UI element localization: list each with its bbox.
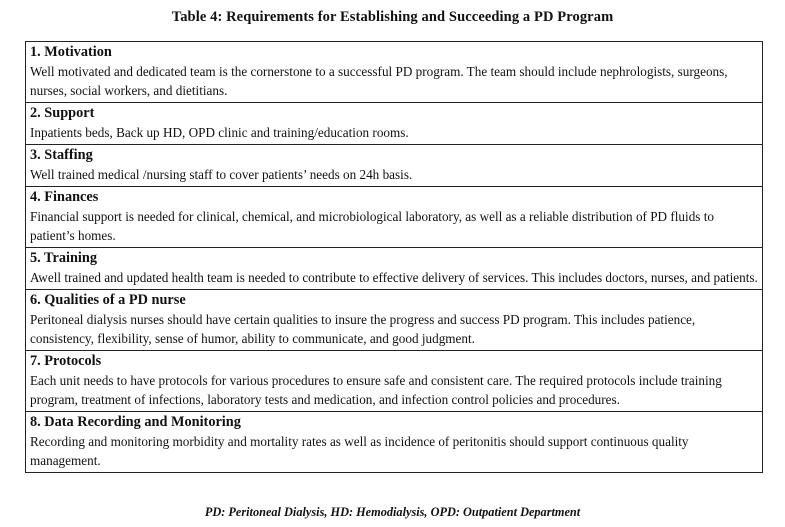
table-row-data-recording [26, 411, 762, 472]
table-row-staffing [26, 144, 762, 186]
row-title: 3. Staffing [30, 147, 93, 163]
row-title: 5. Training [30, 250, 98, 266]
row-title: 8. Data Recording and Monitoring [30, 414, 241, 430]
table-row-motivation [26, 42, 762, 102]
row-title: 1. Motivation [30, 44, 112, 60]
row-title: 6. Qualities of a PD nurse [30, 292, 186, 308]
row-body: Well motivated and dedicated team is the cornerstone to a successful PD program. The team should include nephrologists, surgeons, nurses, social workers, and dietitians. [30, 64, 728, 98]
table-row-nurse-qualities [26, 289, 762, 350]
table-row-protocols [26, 350, 762, 411]
table-row-support [26, 102, 762, 144]
row-title: 7. Protocols [30, 353, 102, 369]
row-body: Well trained medical /nursing staff to cover patients’ needs on 24h basis. [30, 167, 413, 182]
table-caption: Table 4: Requirements for Establishing and Succeeding a PD Program [171, 9, 614, 25]
requirements-table [25, 41, 763, 473]
row-body: Financial support is needed for clinical, chemical, and microbiological laboratory, as well as a reliable distribution of PD fluids to patient’s homes. [30, 209, 714, 243]
row-body: Recording and monitoring morbidity and mortality rates as well as incidence of peritonitis should support continuous quality management. [30, 434, 689, 468]
row-body: Each unit needs to have protocols for various procedures to ensure safe and consistent care. The required protocols include training program, treatment of infections, laboratory tests and medication, and infection control policies and procedures. [30, 373, 722, 407]
row-body: Awell trained and updated health team is needed to contribute to effective delivery of services. This includes doctors, nurses, and patients. [30, 270, 758, 285]
row-body: Peritoneal dialysis nurses should have certain qualities to insure the progress and success PD program. This includes patience, consistency, flexibility, sense of humor, ability to communicate, and good judgment. [30, 312, 696, 346]
table-footnote: PD: Peritoneal Dialysis, HD: Hemodialysis, OPD: Outpatient Department [204, 505, 581, 519]
table-row-finances [26, 186, 762, 247]
table-row-training [26, 247, 762, 289]
row-title: 4. Finances [30, 189, 99, 205]
row-body: Inpatients beds, Back up HD, OPD clinic and training/education rooms. [30, 125, 409, 140]
row-title: 2. Support [30, 105, 95, 121]
